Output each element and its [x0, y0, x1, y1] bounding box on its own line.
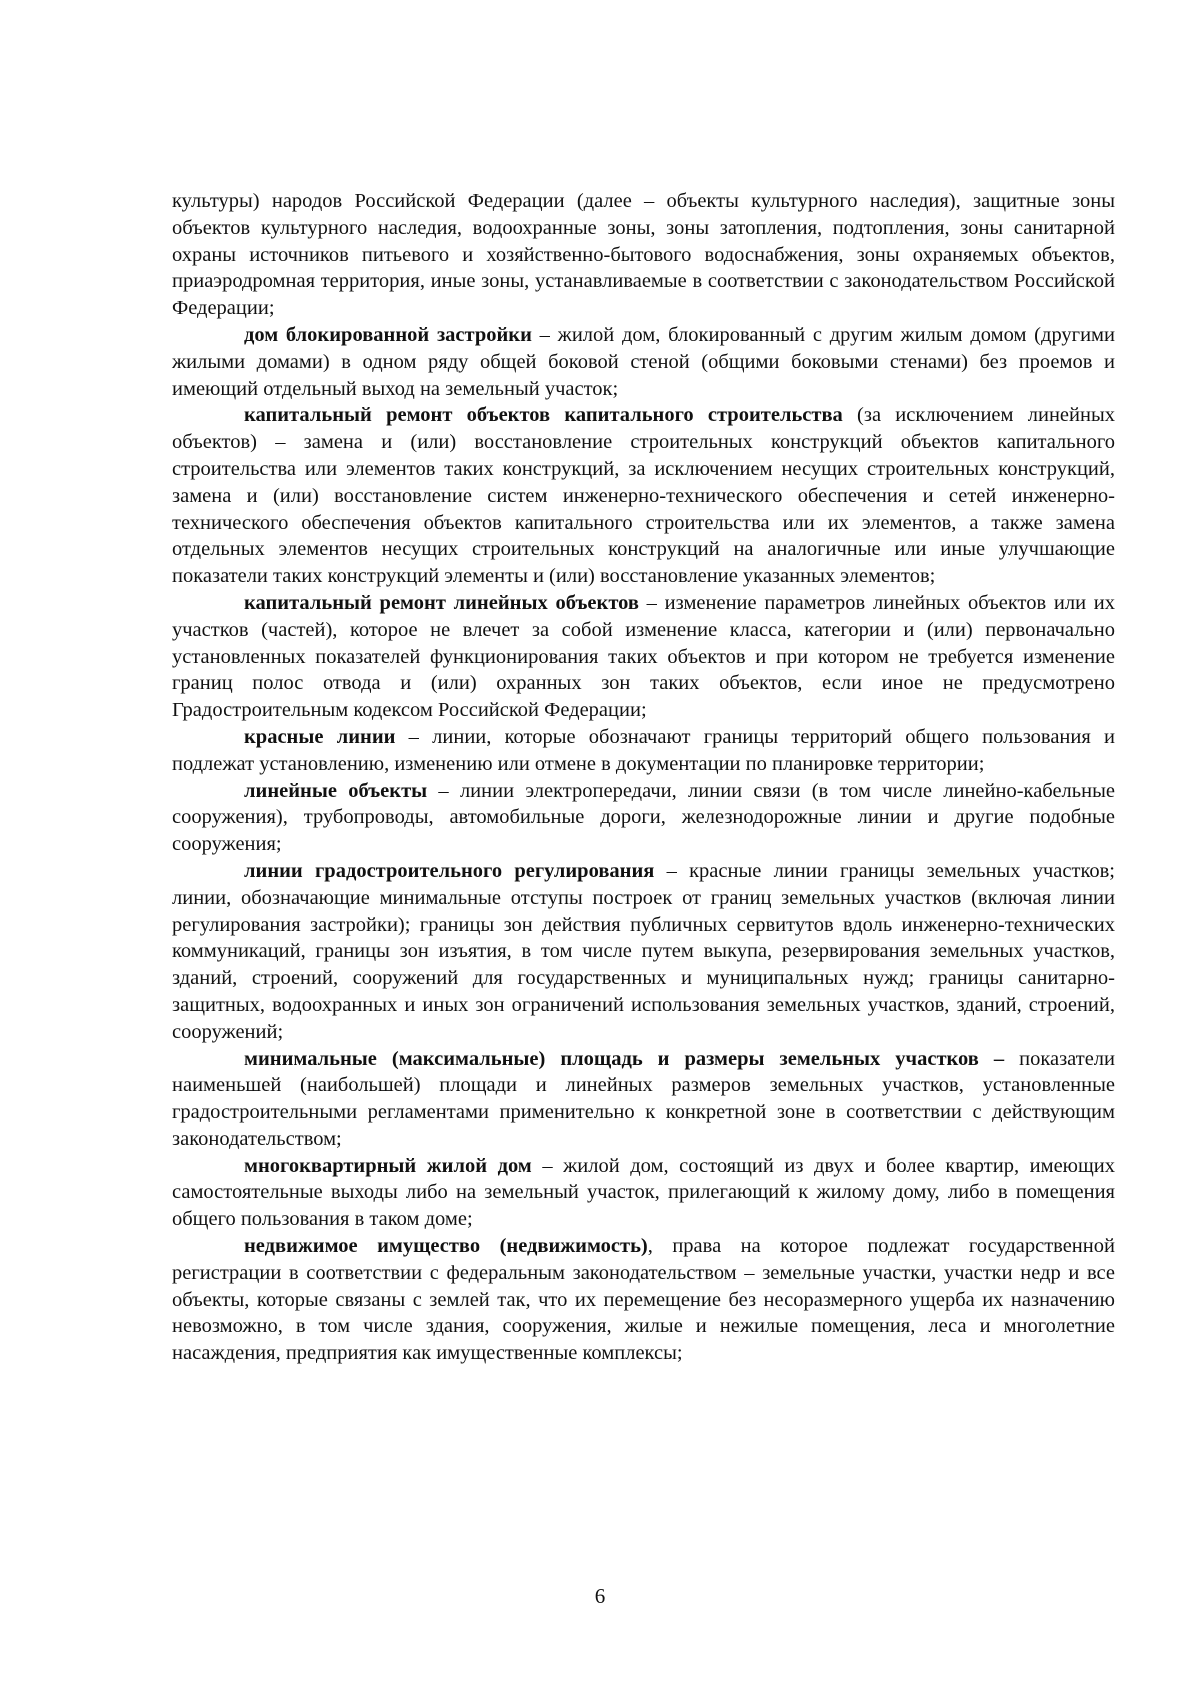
document-body — [172, 188, 1115, 1367]
definition-linear-objects — [172, 778, 1115, 858]
page-number: 6 — [594, 1584, 606, 1608]
definition-real-estate — [172, 1233, 1115, 1367]
definition-text: , права на которое подлежат государственной регистрации в соответствии с федеральным законодательством – земельные участки, участки недр и все объекты, которые связаны с землей так, что их перемещение без несоразмерного ущерба их назначению невозможно, в том числе здания, сооружения, жилые и нежилые помещения, леса и многолетние насаждения, предприятия как имущественные комплексы; — [172, 1235, 1115, 1365]
definition-blocked-house — [172, 322, 1115, 402]
definition-regulation-lines — [172, 858, 1115, 1046]
definition-capital-repair-construction — [172, 402, 1115, 590]
definition-text: (за исключением линейных объектов) – замена и (или) восстановление строительных конструкций объектов капитального строительства или элементов таких конструкций, за исключением несущих строительных конструкций, замена и (или) восстановление систем инженерно-технического обеспечения и сетей инженерно-технического обеспечения объектов капитального строительства или их элементов, а также замена отдельных элементов несущих строительных конструкций на аналогичные или иные улучшающие показатели таких конструкций элементы и (или) восстановление указанных элементов; — [172, 404, 1115, 588]
definition-text: – изменение параметров линейных объектов или их участков (частей), которое не влечет за собой изменение класса, категории и (или) первоначально установленных показателей функционирования таких объектов и при котором не требуется изменение границ полос отвода и (или) охранных зон таких объектов, если иное не предусмотрено Градостроительным кодексом Российской Федерации; — [172, 591, 1115, 722]
definition-term: капитальный ремонт линейных объектов — [244, 591, 639, 614]
definition-term: недвижимое имущество (недвижимость) — [244, 1235, 648, 1258]
definition-text: – линии, которые обозначают границы территорий общего пользования и подлежат установлению, изменению или отмене в документации по планировке территории; — [172, 725, 1115, 775]
definition-term: многоквартирный жилой дом — [244, 1154, 532, 1177]
paragraph-intro — [172, 188, 1115, 322]
definition-red-lines — [172, 724, 1115, 778]
definition-term: минимальные (максимальные) площадь и размеры земельных участков – — [244, 1047, 1005, 1070]
definition-term: красные линии — [244, 725, 396, 748]
definition-capital-repair-linear — [172, 590, 1115, 724]
definition-text: – красные линии границы земельных участков; линии, обозначающие минимальные отступы построек от границ земельных участков (включая линии регулирования застройки); границы зон действия публичных сервитутов вдоль инженерно-технических коммуникаций, границы зон изъятия, в том числе путем выкупа, резервирования земельных участков, зданий, строений, сооружений для государственных и муниципальных нужд; границы санитарно-защитных, водоохранных и иных зон ограничений использования земельных участков, зданий, строений, сооружений; — [172, 859, 1115, 1043]
paragraph-text: культуры) народов Российской Федерации (далее – объекты культурного наследия), защитные зоны объектов культурного наследия, водоохранные зоны, зоны затопления, подтопления, зоны санитарной охраны источников питьевого и хозяйственно-бытового водоснабжения, зоны охраняемых объектов, приаэродромная территория, иные зоны, устанавливаемые в соответствии с законодательством Российской Федерации; — [172, 190, 1115, 320]
definition-text: – жилой дом, состоящий из двух и более квартир, имеющих самостоятельные выходы либо на земельный участок, прилегающий к жилому дому, либо в помещения общего пользования в таком доме; — [172, 1154, 1115, 1231]
definition-term: линии градостроительного регулирования — [244, 859, 655, 882]
definition-term: дом блокированной застройки — [244, 323, 532, 346]
definition-text: – линии электропередачи, линии связи (в том числе линейно-кабельные сооружения), трубопроводы, автомобильные дороги, железнодорожные линии и другие подобные сооружения; — [172, 779, 1115, 856]
definition-term: линейные объекты — [244, 779, 428, 802]
definition-apartment-building — [172, 1153, 1115, 1233]
definition-text: показатели наименьшей (наибольшей) площади и линейных размеров земельных участков, установленные градостроительными регламентами применительно к конкретной зоне в соответствии с действующим законодательством; — [172, 1047, 1115, 1150]
definition-text: – жилой дом, блокированный с другим жилым домом (другими жилыми домами) в одном ряду общей боковой стеной (общими боковыми стенами) без проемов и имеющий отдельный выход на земельный участок; — [172, 323, 1115, 400]
definition-plot-sizes — [172, 1046, 1115, 1153]
definition-term: капитальный ремонт объектов капитального строительства — [244, 404, 843, 427]
